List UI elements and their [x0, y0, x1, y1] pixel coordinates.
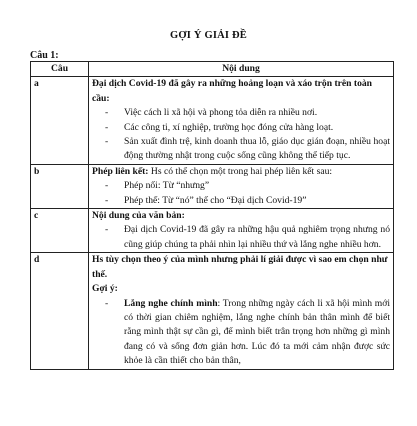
- row-heading: Hs tùy chọn theo ý của mình nhưng phải lí giải được vì sao em chọn như thế.: [92, 254, 388, 280]
- header-noi-dung: Nội dung: [89, 62, 394, 77]
- row-key: a: [31, 77, 89, 164]
- table-row-d: [31, 253, 394, 369]
- row-key: c: [31, 209, 89, 253]
- row-content: [89, 164, 394, 208]
- list-item: - Phép thế: Từ “nó” thế cho “Đại dịch Covid-19”: [105, 194, 307, 206]
- list-item: - Phép nối: Từ “nhưng”: [105, 180, 210, 192]
- table-row-a: [31, 77, 394, 164]
- bullet-list: [92, 106, 390, 164]
- list-item: - Đại dịch Covid-19 đã gây ra những hậu quả nghiêm trọng nhưng nó cũng giúp chúng ta phải nhìn lại nhiều thứ và lắng nghe nhiều hơn.: [105, 224, 390, 250]
- row-key: b: [31, 164, 89, 208]
- row-content: [89, 209, 394, 253]
- header-cau: Câu: [31, 62, 89, 77]
- answer-table: [30, 61, 394, 370]
- row-content: [89, 253, 394, 369]
- row-heading: Nội dung của văn bản:: [92, 210, 185, 222]
- bullet-list: [92, 223, 390, 252]
- row-heading: Phép liên kết: Hs có thể chọn một trong hai phép liên kết sau:: [92, 165, 333, 177]
- bullet-list: [92, 297, 390, 369]
- list-item: - Các công ti, xí nghiệp, trường học đóng cửa hàng loạt.: [105, 121, 334, 133]
- table-row-c: [31, 209, 394, 253]
- list-item: - Lắng nghe chính mình: Trong những ngày cách li xã hội mình mới có thời gian chiêm nghiệm, lắng nghe chính bản thân mình để biết rằng mình thật sự cần gì, để mình biết trân trọng hơn những gì mình đang có và sống đơn giản hơn. Lúc đó ta mới cảm nhận được sức khỏe là cần thiết cho bản thân,: [105, 297, 390, 367]
- row-key: d: [31, 253, 89, 369]
- table-row-b: [31, 164, 394, 208]
- list-item: - Việc cách li xã hội và phong tỏa diễn ra nhiều nơi.: [105, 107, 318, 119]
- table-header-row: [31, 62, 394, 77]
- list-item: - Sản xuất đình trệ, kinh doanh thua lỗ, giáo dục gián đoạn, nhiều hoạt động thường nhật trong cuộc sống cũng không thể tiếp tục.: [105, 136, 390, 162]
- row-content: [89, 77, 394, 164]
- bullet-list: [92, 179, 390, 208]
- row-heading: Đại dịch Covid-19 đã gây ra những hoảng loạn và xáo trộn trên toàn cầu:: [92, 78, 373, 104]
- suggest-label: Gợi ý:: [92, 283, 118, 295]
- document-title: GỢI Ý GIẢI ĐỀ: [170, 30, 247, 41]
- question-label: Câu 1:: [30, 50, 59, 61]
